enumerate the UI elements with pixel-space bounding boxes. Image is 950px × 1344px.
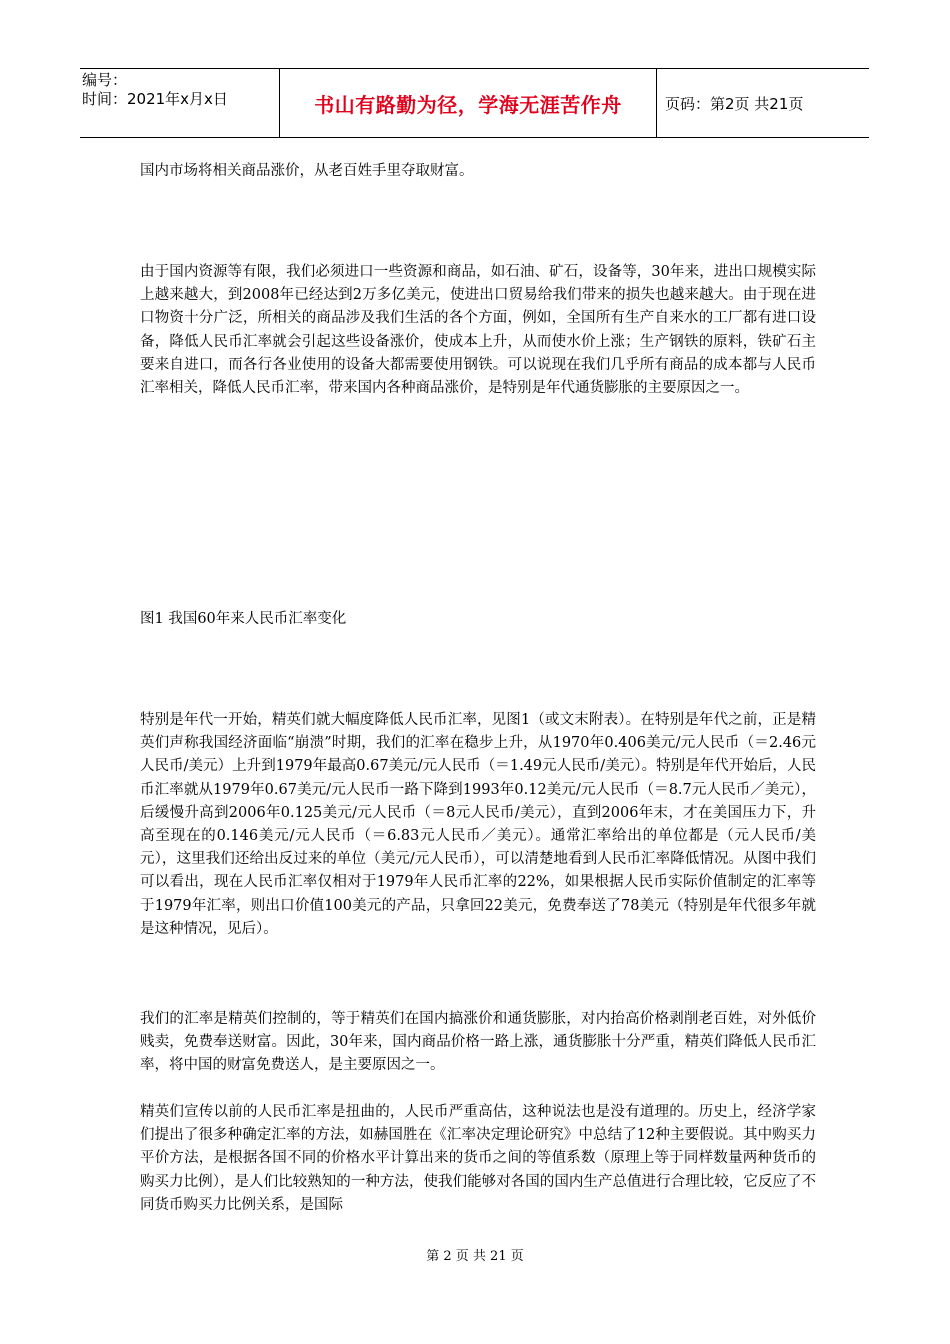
paragraph-imports: 由于国内资源等有限，我们必须进口一些资源和商品，如石油、矿石，设备等，30年来，进出口规模实际上越来越大，到2008年已经达到2万多亿美元，使进出口贸易给我们带来的损失也越来越大。由于现在进口物资十分广泛，所相关的商品涉及我们生活的各个方面，例如，全国所有生产自来水的工厂都有进口设备，降低人民币汇率就会引起这些设备涨价，使成本上升，从而使水价上涨；生产钢铁的原料，铁矿石主要来自进口，而各行各业使用的设备大都需要使用钢铁。可以说现在我们几乎所有商品的成本都与人民币汇率相关，降低人民币汇率，带来国内各种商品涨价，是特别是年代通货膨胀的主要原因之一。 bbox=[140, 264, 816, 397]
header-motto: 书山有路勤为径，学海无涯苦作舟 bbox=[280, 69, 657, 137]
page-footer: 第 2 页 共 21 页 bbox=[426, 1249, 524, 1264]
page-header bbox=[80, 68, 869, 138]
document-number-label: 编号： bbox=[82, 71, 128, 89]
paragraph-intro: 国内市场将相关商品涨价，从老百姓手里夺取财富。 bbox=[140, 163, 474, 179]
header-page-label: 页码：第2页 共21页 bbox=[665, 94, 804, 113]
paragraph-elite-control: 我们的汇率是精英们控制的，等于精英们在国内搞涨价和通货膨胀，对内抬高价格剥削老百姓，对外低价贱卖，免费奉送财富。因此，30年来，国内商品价格一路上涨，通货膨胀十分严重，精英们降低人民币汇率，将中国的财富免费送人，是主要原因之一。 bbox=[140, 1011, 816, 1074]
figure-caption: 图1 我国60年来人民币汇率变化 bbox=[140, 611, 347, 627]
header-meta-cell bbox=[80, 69, 280, 137]
paragraph-exchange-rate-history: 特别是年代一开始，精英们就大幅度降低人民币汇率，见图1（或文末附表）。在特别是年代之前，正是精英们声称我国经济面临“崩溃”时期，我们的汇率在稳步上升，从1970年0.406美元/元人民币（＝2.46元人民币/美元）上升到1979年最高0.67美元/元人民币（＝1.49元人民币/美元）。特别是年代开始后，人民币汇率就从1979年0.67美元/元人民币一路下降到1993年0.12美元/元人民币（＝8.7元人民币／美元），后缓慢升高到2006年0.125美元/元人民币（＝8元人民币/美元），直到2006年末，才在美国压力下，升高至现在的0.146美元/元人民币（＝6.83元人民币／美元）。通常汇率给出的单位都是（元人民币/美元），这里我们还给出反过来的单位（美元/元人民币），可以清楚地看到人民币汇率降低情况。从图中我们可以看出，现在人民币汇率仅相对于1979年人民币汇率的22%，如果根据人民币实际价值制定的汇率等于1979年汇率，则出口价值100美元的产品，只拿回22美元，免费奉送了78美元（特别是年代很多年就是这种情况，见后）。 bbox=[140, 712, 816, 937]
paragraph-purchasing-power: 精英们宣传以前的人民币汇率是扭曲的，人民币严重高估，这种说法也是没有道理的。历史上，经济学家们提出了很多种确定汇率的方法，如赫国胜在《汇率决定理论研究》中总结了12种主要假说。其中购买力平价方法，是根据各国不同的价格水平计算出来的货币之间的等值系数（原理上等于同样数量两种货币的购买力比例），是人们比较熟知的一种方法，使我们能够对各国的国内生产总值进行合理比较，它反应了不同货币购买力比例关系，是国际 bbox=[140, 1104, 816, 1213]
document-date-label: 时间：2021年x月x日 bbox=[82, 90, 228, 108]
